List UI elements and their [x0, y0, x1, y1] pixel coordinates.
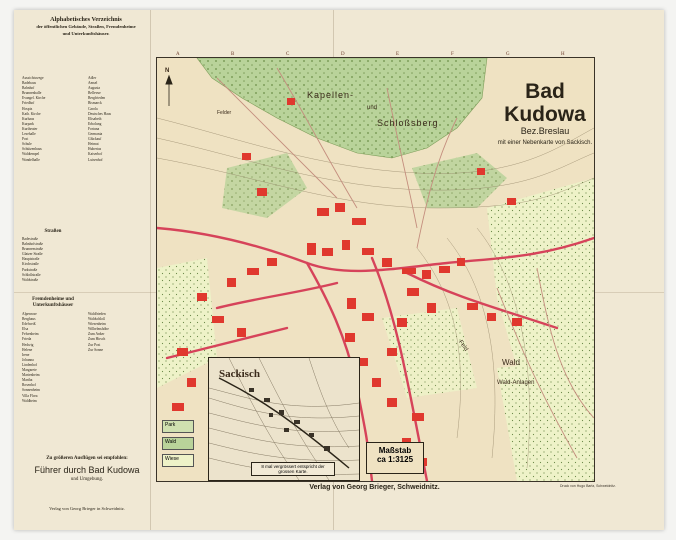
index-entry: Waldtempel	[22, 152, 40, 157]
label-feld: Feld	[457, 339, 469, 353]
index-entry: Zur Post	[88, 342, 101, 347]
index-entry: Erholung	[88, 121, 102, 126]
index-entry: Heimat	[88, 142, 99, 147]
index-entry: Aussichtswege	[22, 76, 44, 80]
index-entry: Martha	[22, 378, 33, 383]
index-entry: Deutsches Haus	[88, 111, 112, 116]
label-kapellen: Kapellen-	[307, 90, 355, 100]
index-entry: Villa Flora	[22, 393, 38, 398]
legend-item	[162, 437, 196, 450]
grid-letter: E	[396, 52, 400, 57]
index-entry: Bellevue	[88, 91, 101, 96]
label-und: und	[367, 105, 378, 111]
index-entry: Helene	[22, 347, 33, 352]
index-entry: Amsel	[88, 81, 98, 86]
index-entry: Germania	[88, 132, 103, 137]
index-entry: Lindenhof	[22, 362, 37, 367]
map-subtitle: Bez.Breslau	[520, 126, 570, 136]
index-column-buildings	[22, 76, 84, 163]
grid-letter: H	[561, 52, 565, 57]
index-title: Alphabetisches Verzeichnis der öffentlichen Gebäude, Straßen, Fremdenheime und Unterkunftshäuser.	[36, 16, 136, 36]
index-column-streets	[22, 237, 84, 283]
index-entry: Edelweiß	[22, 322, 36, 327]
index-entry: Hauptstraße	[22, 257, 40, 262]
index-entry: Margarete	[22, 368, 37, 373]
north-label: N	[165, 68, 170, 74]
index-entry: Waldschloß	[88, 317, 105, 322]
grid-letter: F	[451, 52, 454, 57]
index-heading-pensions: Fremdenheime und Unterkunftshäuser	[32, 297, 74, 308]
street-index	[20, 16, 152, 521]
index-entry: Adler	[88, 76, 97, 80]
index-entry: Badestraße	[22, 237, 38, 241]
index-entry: Elsa	[22, 327, 29, 332]
index-entry: Kaiserhof	[88, 152, 103, 157]
index-column-pensions	[22, 312, 84, 404]
index-entry: Friedhof	[22, 101, 35, 106]
index-entry: Waldfrieden	[88, 312, 106, 316]
grid-letter: D	[341, 52, 345, 57]
map-note: mit einer Nebenkarte von Sackisch.	[497, 140, 593, 146]
index-entry: Bismarck	[88, 101, 102, 106]
inset-caption: 8 mal vergrössert entspricht der grossen Karte.	[251, 462, 335, 476]
legend-item	[162, 454, 196, 467]
index-heading-streets: Straßen	[44, 229, 62, 234]
index-entry: Schloßstraße	[22, 272, 41, 277]
inset-map-sackisch[interactable]	[208, 357, 360, 481]
index-entry: Brunnenhalle	[22, 91, 42, 96]
index-entry: Parkstraße	[22, 267, 38, 272]
index-entry: Kurpark	[22, 121, 34, 126]
legend-item	[162, 420, 196, 433]
printer-credit: Druck von Hugo Bartz, Schweidnitz.	[560, 484, 616, 488]
index-entry: Elisabeth	[88, 116, 102, 121]
index-entry: Bergfrieden	[88, 96, 106, 101]
grid-letter: G	[506, 52, 510, 57]
grid-letter: C	[286, 52, 290, 57]
index-entry: Alpenrose	[22, 312, 37, 316]
index-entry: Kurtheater	[22, 126, 38, 131]
grid-letter: B	[231, 52, 235, 57]
scale-box	[366, 442, 424, 474]
index-entry: Lesehalle	[22, 132, 36, 137]
index-entry: Schützenhaus	[22, 147, 42, 152]
inset-title: Sackisch	[219, 368, 260, 380]
scale-title: Maßstab	[378, 446, 412, 455]
legend	[162, 420, 196, 467]
index-entry: Zur Sonne	[88, 347, 104, 352]
index-entry: Augusta	[88, 86, 100, 91]
index-entry: Irene	[22, 352, 30, 357]
index-entry: Hubertus	[88, 147, 102, 152]
index-column-pensions	[88, 312, 150, 353]
footnote-recommend: Zu größeren Ausflügen sei empfohlen:	[46, 456, 128, 461]
index-entry: Kurhaus	[22, 116, 35, 121]
index-entry: Glatzer Straße	[22, 252, 43, 257]
label-wald-anlagen: Wald-Anlagen	[497, 380, 535, 386]
index-entry: Marienheim	[22, 373, 40, 378]
map-title-block	[490, 80, 600, 146]
index-entry: Evangel. Kirche	[22, 96, 46, 101]
index-entry: Schule	[22, 142, 32, 147]
legend-swatch-park: Park	[162, 420, 194, 433]
index-entry: Wilhelmshöhe	[88, 327, 109, 332]
index-entry: Wiesenheim	[88, 322, 106, 327]
legend-swatch-forest: Wald	[162, 437, 194, 450]
footnote-area: und Umgebung.	[70, 477, 104, 482]
index-entry: Zum Hirsch	[88, 337, 106, 342]
index-entry: Waldstraße	[22, 277, 39, 282]
index-entry: Bahnhofstraße	[22, 242, 43, 247]
index-entry: Luisenhof	[88, 157, 103, 162]
index-entry: Waldheim	[22, 398, 37, 403]
index-entry: Frieda	[22, 337, 32, 342]
index-entry: Bahnhof	[22, 86, 35, 91]
index-entry: Rosenhof	[22, 383, 36, 388]
grid-letter: A	[176, 52, 180, 57]
index-entry: Post	[22, 137, 29, 142]
index-entry: Hedwig	[22, 342, 34, 347]
index-entry: Wandelhalle	[22, 157, 40, 162]
index-entry: Fortuna	[88, 126, 100, 131]
index-entry: Kirchstraße	[22, 262, 39, 267]
footnote-guidebook: Führer durch Bad Kudowa	[34, 465, 140, 475]
map-title: Bad Kudowa	[504, 80, 586, 126]
index-entry: Zum Anker	[88, 332, 105, 337]
label-wald: Wald	[502, 358, 520, 367]
index-entry: Glückauf	[88, 137, 102, 142]
index-entry: Hospiz	[22, 106, 33, 111]
label-schlossberg: Schloßsberg	[377, 118, 439, 128]
index-entry: Sonnenheim	[22, 388, 40, 393]
scale-value: ca 1:3125	[376, 455, 414, 464]
label-felder: Felder	[217, 110, 232, 116]
index-column-hotels	[88, 76, 150, 163]
index-entry: Berghaus	[22, 317, 36, 322]
index-entry: Johanna	[22, 357, 34, 362]
publisher: Verlag von Georg Brieger, Schweidnitz.	[309, 484, 440, 491]
footnote-publisher: Verlag von Georg Brieger in Schweidnitz.	[49, 506, 125, 511]
index-entry: Brunnenstraße	[22, 247, 43, 252]
index-entry: Carola	[88, 106, 98, 111]
index-entry: Kath. Kirche	[22, 111, 41, 116]
index-entry: Felsenheim	[22, 332, 39, 337]
index-entry: Badehaus	[22, 81, 36, 86]
legend-swatch-meadow: Wiese	[162, 454, 194, 467]
